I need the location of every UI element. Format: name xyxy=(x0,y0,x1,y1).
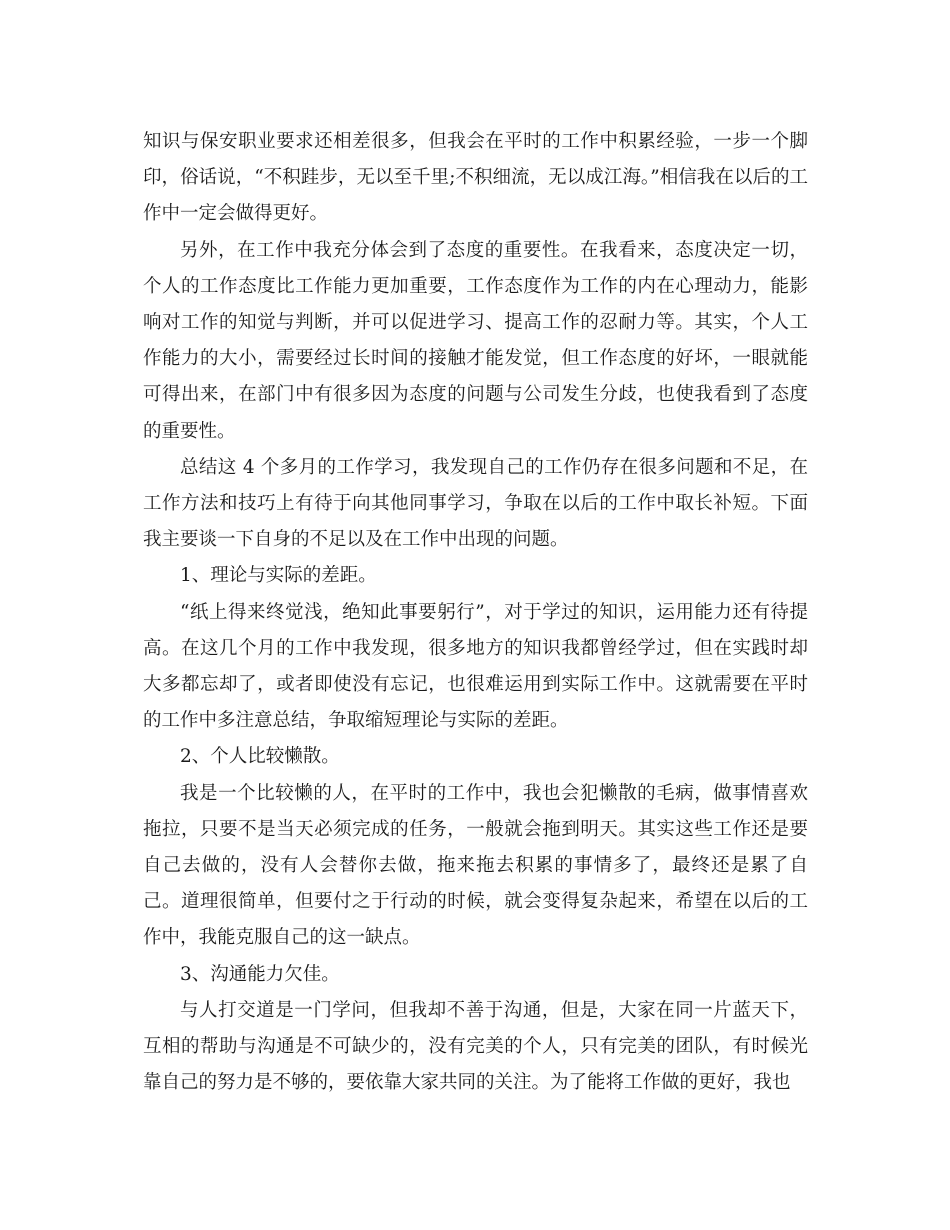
document-body xyxy=(143,124,808,1101)
paragraph: 我是一个比较懒的人，在平时的工作中，我也会犯懒散的毛病，做事情喜欢拖拉，只要不是当天必须完成的任务，一般就会拖到明天。其实这些工作还是要自己去做的，没有人会替你去做，拖来拖去积累的事情多了，最终还是累了自己。道理很简单，但要付之于行动的时候，就会变得复杂起来，希望在以后的工作中，我能克服自己的这一缺点。 xyxy=(143,782,808,949)
paragraph: 总结这 4 个多月的工作学习，我发现自己的工作仍存在很多问题和不足，在工作方法和技巧上有待于向其他同事学习，争取在以后的工作中取长补短。下面我主要谈一下自身的不足以及在工作中出现的问题。 xyxy=(143,456,808,551)
paragraph: 另外，在工作中我充分体会到了态度的重要性。在我看来，态度决定一切，个人的工作态度比工作能力更加重要，工作态度作为工作的内在心理动力，能影响对工作的知觉与判断，并可以促进学习、提高工作的忍耐力等。其实，个人工作能力的大小，需要经过长时间的接触才能发觉，但工作态度的好坏，一眼就能可得出来，在部门中有很多因为态度的问题与公司发生分歧，也使我看到了态度的重要性。 xyxy=(143,239,808,442)
section-heading: 3、沟通能力欠佳。 xyxy=(180,963,340,985)
paragraph: 知识与保安职业要求还相差很多，但我会在平时的工作中积累经验，一步一个脚印，俗话说，“不积跬步，无以至千里;不积细流，无以成江海。”相信我在以后的工作中一定会做得更好。 xyxy=(143,131,808,225)
section-heading: 1、理论与实际的差距。 xyxy=(180,565,377,587)
section-heading: 2、个人比较懒散。 xyxy=(180,746,340,768)
paragraph: 与人打交道是一门学问，但我却不善于沟通，但是，大家在同一片蓝天下，互相的帮助与沟通是不可缺少的，没有完美的个人，只有完美的团队，有时候光靠自己的努力是不够的，要依靠大家共同的关注。为了能将工作做的更好，我也 xyxy=(143,999,808,1094)
paragraph: “纸上得来终觉浅，绝知此事要躬行”，对于学过的知识，运用能力还有待提高。在这几个月的工作中我发现，很多地方的知识我都曾经学过，但在实践时却大多都忘却了，或者即使没有忘记，也很难运用到实际工作中。这就需要在平时的工作中多注意总结，争取缩短理论与实际的差距。 xyxy=(143,601,808,732)
